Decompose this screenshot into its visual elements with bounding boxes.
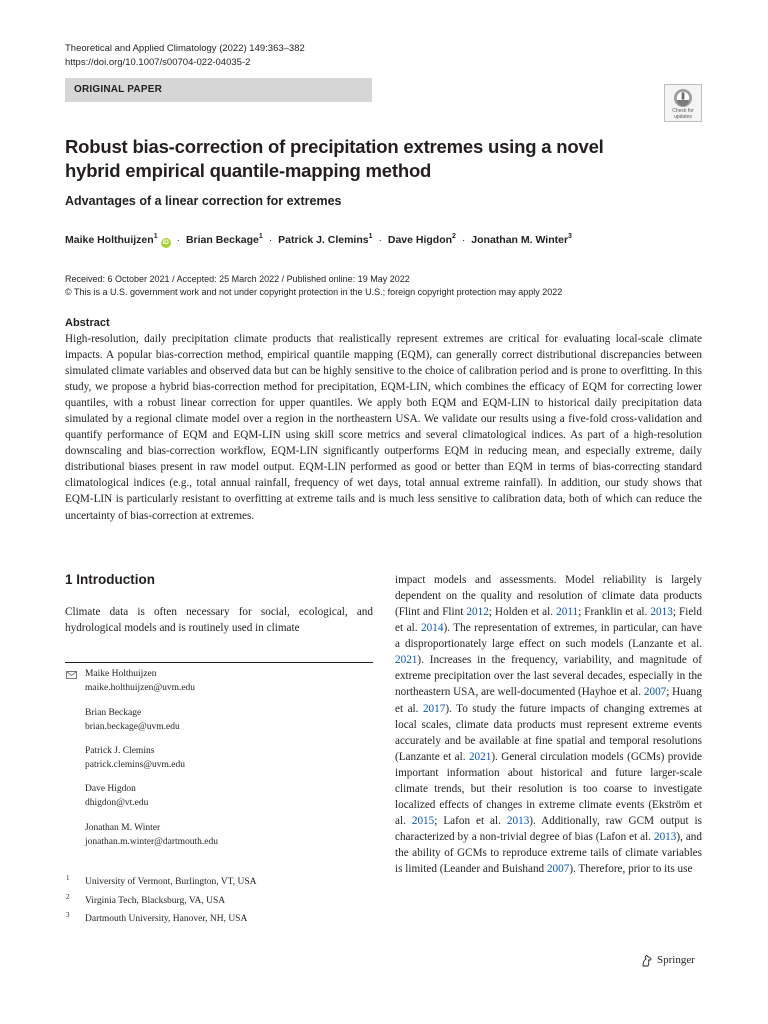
contact-email[interactable]: jonathan.m.winter@dartmouth.edu [85,836,219,847]
crossmark-icon [673,88,693,108]
journal-citation: Theoretical and Applied Climatology (2022) 149:363–382 [65,43,305,54]
contact-name: Brian Beckage [85,708,142,718]
paper-subtitle: Advantages of a linear correction for extremes [65,194,342,208]
citation-link[interactable]: 2014 [421,622,444,635]
citation-link[interactable]: 2013 [653,831,677,843]
author-affiliation-ref: 1 [368,232,373,240]
contact-email[interactable]: dhigdon@vt.edu [85,797,149,808]
author-contact [85,707,180,734]
doi-link[interactable]: https://doi.org/10.1007/s00704-022-04035-2 [65,57,251,68]
contact-email[interactable]: patrick.clemins@uvm.edu [85,759,186,770]
author-separator: · [268,234,273,246]
copyright-notice: © This is a U.S. government work and not under copyright protection in the U.S.; foreign copyright protection may apply 2022 [65,287,563,297]
body-text: impact models and assessments. Model reliability is largely dependent on the quality and resolution of climate data products (Flint and Flint [395,574,702,619]
body-text: ; Franklin et al. [578,606,651,619]
springer-horse-icon [640,954,653,967]
author-name[interactable]: Jonathan M. Winter$^3$ [471,232,572,246]
contact-name: Patrick J. Clemins [85,746,155,756]
publisher-logo [640,953,695,967]
abstract-body: High-resolution, daily precipitation climate products that realistically represent extremes are critical for evaluating local-scale climate impacts. A popular bias-correction method, empirical quantile mapping (EQM), can generally correct distributional discrepancies between simulated climate variables and observed data but can be highly sensitive to the choice of calibration period and is prone to overfitting. In this study, we propose a hybrid bias-correction method for precipitation, EQM-LIN, which combines the efficacy of EQM for correcting lower quantiles, with a robust linear correction for upper quantiles. We apply both EQM and EQM-LIN to historical daily precipitation data simulated by a regional climate model over a region in the northeastern USA. We validate our results using a five-fold cross-validation and quantify performance of EQM and EQM-LIN using skill score metrics and several climatological indices. As part of a high-resolution downscaling and bias-correction workflow, EQM-LIN significantly outperforms EQM in reducing mean, and especially extreme, daily distributional biases present in raw model output. EQM-LIN performed as good or better than EQM in terms of bias-correcting standard climatological indices (e.g., total annual rainfall, frequency of wet days, total annual extreme rainfall). In addition, our study shows that EQM-LIN is particularly resistant to overfitting at extreme tails and is much less sensitive to calibration data, both of which can reduce the uncertainty of bias-correction at extremes. [65,333,702,522]
contact-name: Maike Holthuijzen [85,669,157,679]
abstract-heading: Abstract [65,317,110,329]
contact-email[interactable]: maike.holthuijzen@uvm.edu [85,682,196,693]
contact-name: Dave Higdon [85,784,136,794]
body-text: ). To study the future impacts of changing extremes at local scales, climate data products must represent extreme events accurately and be available at fine spatial and temporal resolutions (Lanzante et al. [395,702,702,763]
citation-link[interactable]: 2011 [556,606,579,619]
affiliation-number: 3 [66,911,70,919]
affiliation-number: 1 [66,874,70,882]
body-text: ), and the ability of GCMs to reproduce extreme tails of climate variables is limited (Leander and Buishand [395,831,702,876]
author-name[interactable]: Patrick J. Clemins$^1$ [278,232,373,246]
affiliation-text: Dartmouth University, Hanover, NH, USA [85,914,248,924]
author-list [65,232,572,248]
publication-dates: Received: 6 October 2021 / Accepted: 25 March 2022 / Published online: 19 May 2022 [65,274,410,284]
body-text: ; Holden et al. [488,606,557,619]
affiliation-text: University of Vermont, Burlington, VT, USA [85,877,257,887]
citation-link[interactable]: 2007 [643,686,667,699]
affiliation-text: Virginia Tech, Blacksburg, VA, USA [85,896,226,906]
author-name[interactable]: Dave Higdon$^2$ [387,232,456,246]
body-text: ). Therefore, prior to its use [569,863,693,876]
publisher-name: Springer [657,954,695,966]
body-text: ; Lafon et al. [434,814,507,827]
paper-title-line-2: hybrid empirical quantile-mapping method [65,160,432,181]
author-affiliation-ref: 3 [568,232,572,240]
citation-link[interactable]: 2015 [411,814,435,827]
citation-link[interactable]: 2013 [650,606,673,619]
author-contact [85,822,218,849]
crossmark-label: Check for updates [672,108,694,120]
author-affiliation-ref: 2 [452,232,456,240]
author-name[interactable]: Brian Beckage$^1$ [185,232,263,246]
contact-email[interactable]: brian.beckage@uvm.edu [85,721,180,732]
author-separator: · [378,234,382,246]
author-separator: · [176,234,181,246]
body-text: ; Field et al. [395,606,702,635]
citation-link[interactable]: 2021 [395,654,418,667]
introduction-right-column [395,572,702,877]
author-contact [85,745,185,772]
author-separator: · [461,234,466,246]
envelope-icon [66,671,77,679]
paper-title [65,135,665,183]
citation-link[interactable]: 2013 [506,814,530,827]
footnote-divider [65,662,373,663]
publication-info [65,273,562,299]
author-name[interactable]: Maike Holthuijzen$^1$ [65,232,158,246]
citation-link[interactable]: 2017 [422,702,446,715]
body-text: ). Additionally, raw GCM output is characterized by a non-trivial degree of bias (Lafon et al. [395,814,703,843]
citation-link[interactable]: 2007 [546,863,570,876]
contact-name: Jonathan M. Winter [85,823,161,833]
affiliation-number: 2 [66,893,70,901]
body-text: ). General circulation models (GCMs) provide important information about historical and future larger-scale climate trends, but their resolution is too coarse to investigate localized effects of changes in extreme climate events (Ekström et al. [395,750,702,827]
introduction-left-column: Climate data is often necessary for social, ecological, and hydrological models and is routinely used in climate [65,606,373,635]
orcid-icon[interactable]: iD [162,239,169,246]
body-text: ). The representation of extremes, in particular, can have a disproportionately large effect on such models (Lanzante et al. [395,622,702,651]
author-contact [85,783,148,810]
author-affiliation-ref: 1 [258,232,263,240]
section-heading-introduction: 1 Introduction [65,572,155,587]
body-text: ; Huang et al. [395,686,702,715]
check-for-updates-badge[interactable] [664,84,702,122]
paper-title-line-1: Robust bias-correction of precipitation extremes using a novel [65,136,604,157]
author-affiliation-ref: 1 [153,232,158,240]
citation-link[interactable]: 2021 [468,750,492,763]
corresponding-author-contact [85,668,195,695]
citation-link[interactable]: 2012 [466,606,489,619]
article-type-banner: ORIGINAL PAPER [65,78,372,102]
body-text: ). Increases in the frequency, variability, and magnitude of extreme precipitation over the last several decades, especially in the northeastern USA, are well-documented (Hayhoe et al. [395,654,702,699]
journal-header [65,42,305,70]
